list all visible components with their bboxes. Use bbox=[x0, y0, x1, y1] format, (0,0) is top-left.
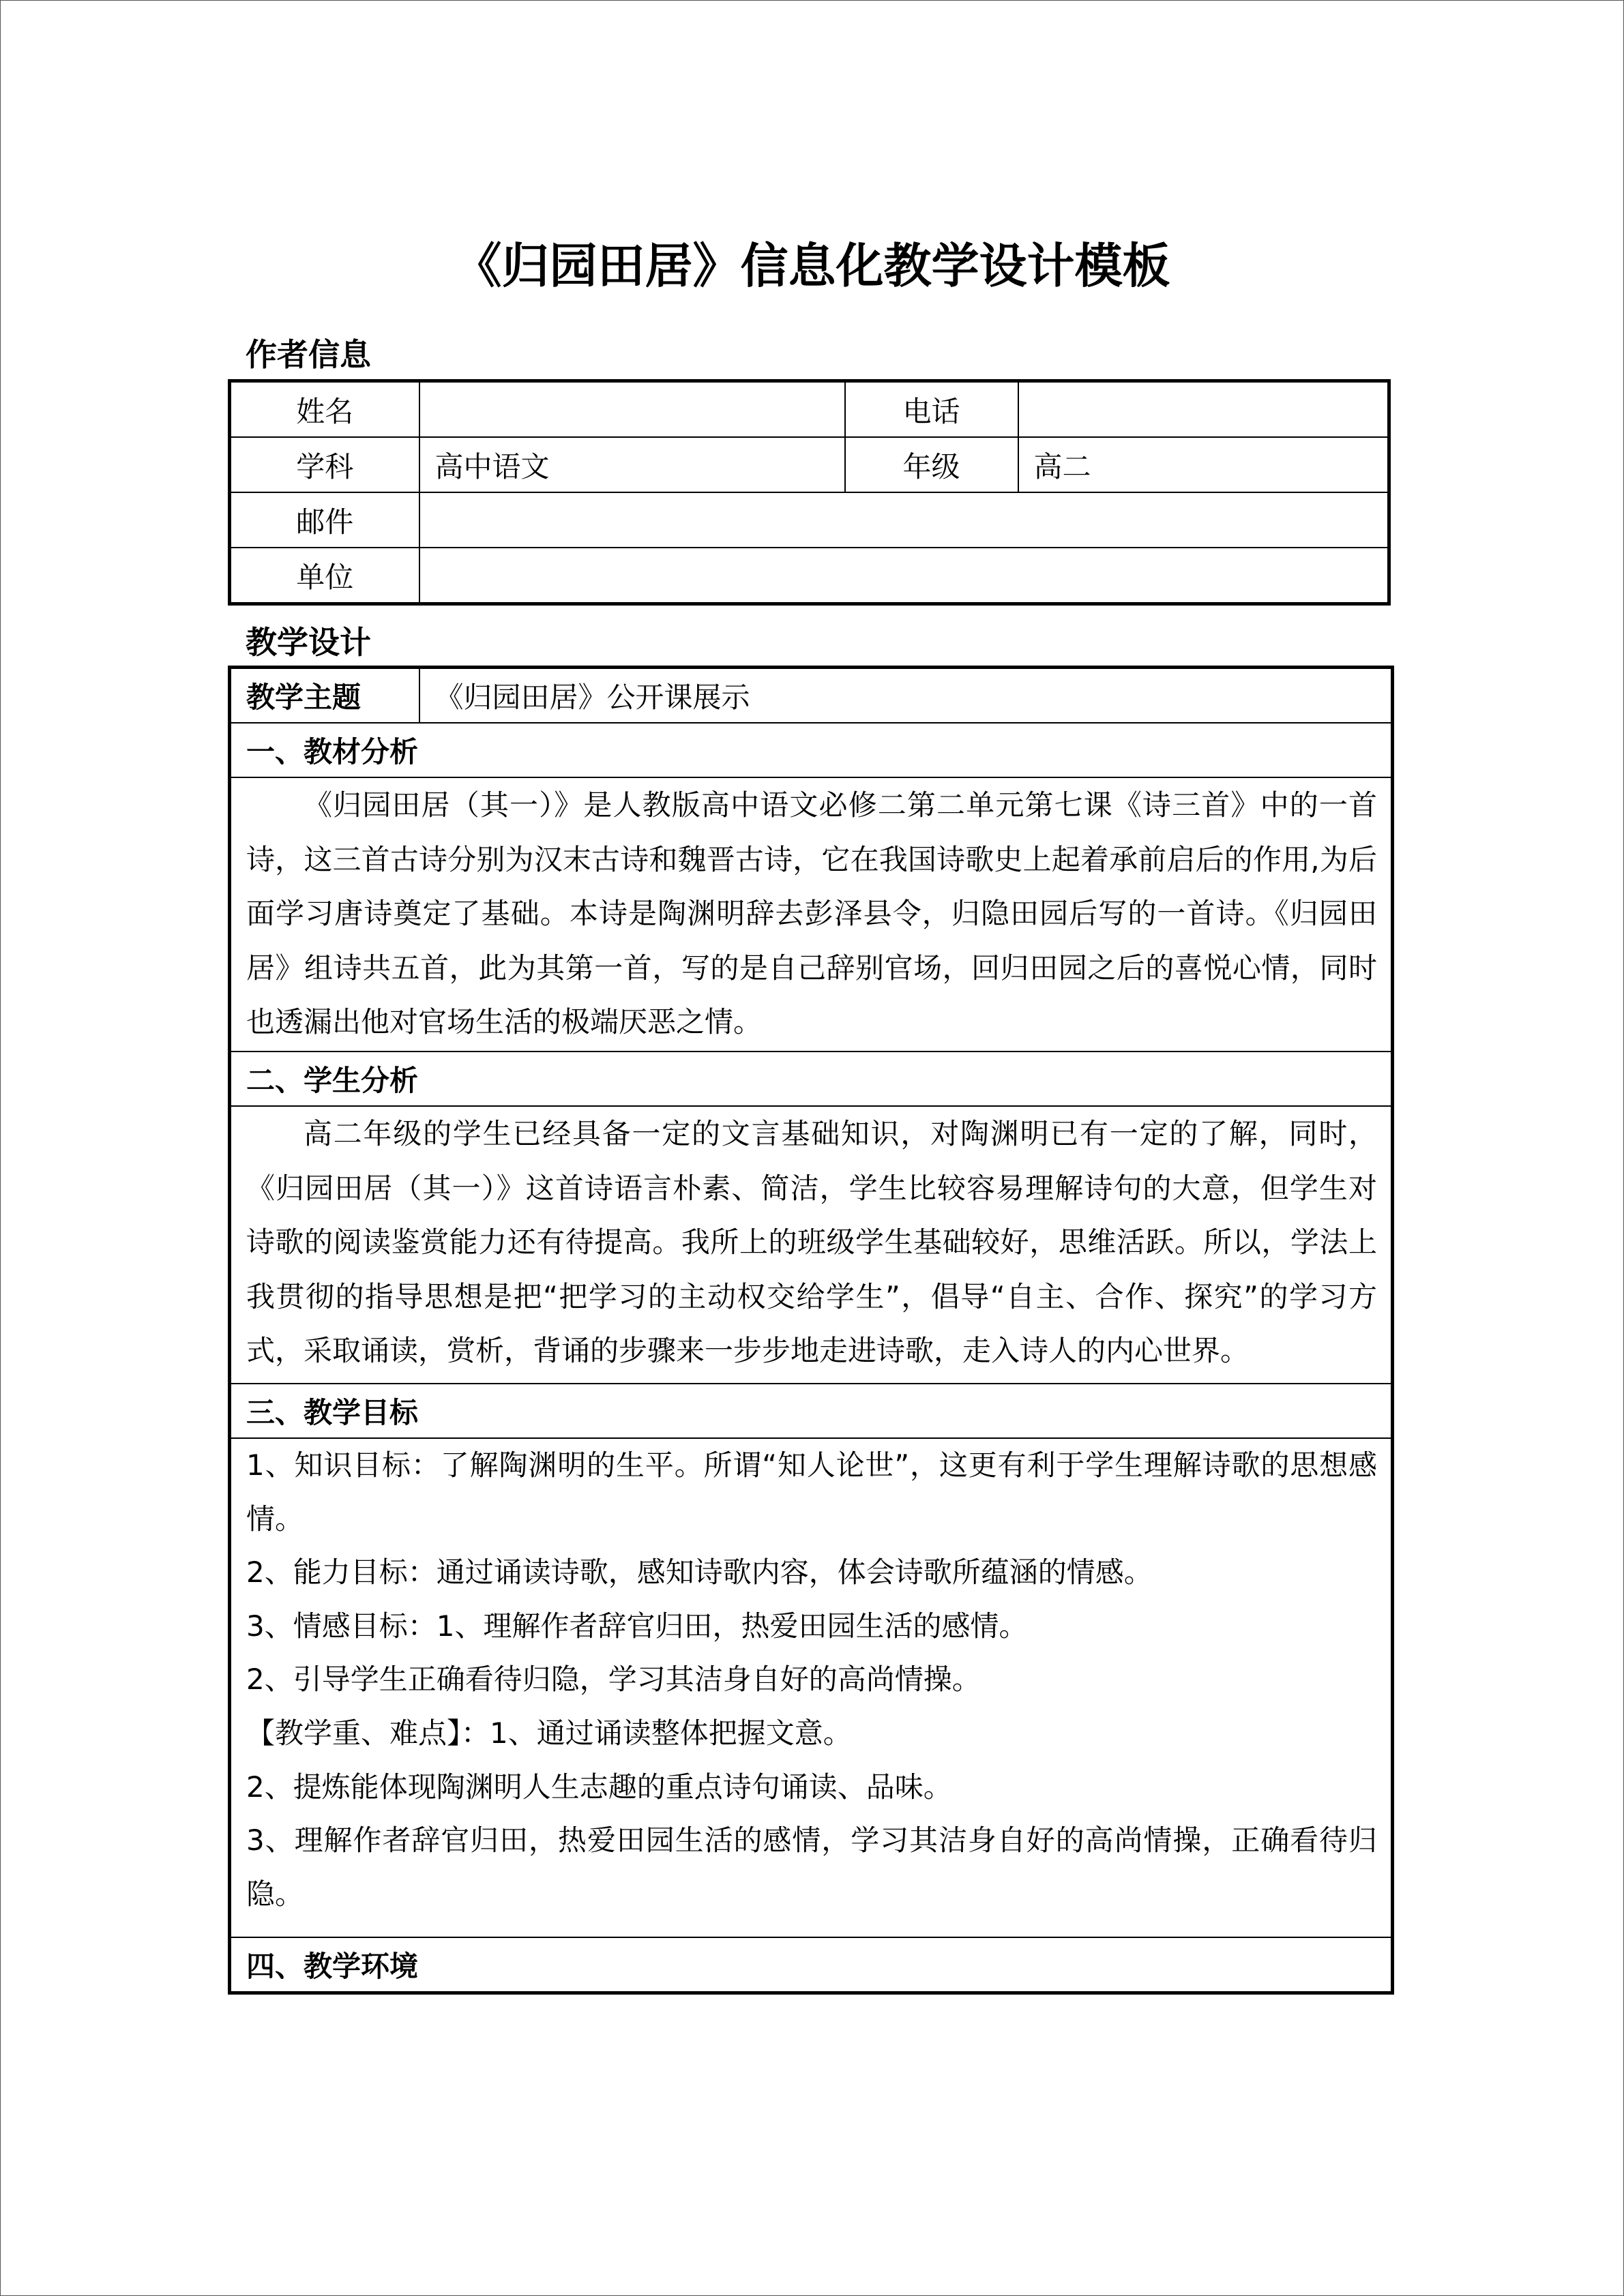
unit-label: 单位 bbox=[230, 548, 419, 604]
author-info-heading: 作者信息 bbox=[246, 336, 371, 373]
goal-line: 3、情感目标：1、理解作者辞官归田，热爱田园生活的感情。 bbox=[246, 1609, 1028, 1643]
email-label: 邮件 bbox=[230, 492, 419, 548]
student-heading-row bbox=[230, 1052, 1393, 1106]
subject-label: 学科 bbox=[230, 437, 419, 492]
goals-text-row bbox=[230, 1438, 1393, 1937]
material-text-row bbox=[230, 777, 1393, 1052]
material-analysis-heading: 一、教材分析 bbox=[230, 723, 1393, 777]
student-analysis-text: 高二年级的学生已经具备一定的文言基础知识，对陶渊明已有一定的了解，同时，《归园田居（其一）》这首诗语言朴素、简洁，学生比较容易理解诗句的大意，但学生对诗歌的阅读鉴赏能力还有待提高。我所上的班级学生基础较好，思维活跃。所以，学法上我贯彻的指导思想是把“把学习的主动权交给学生”，倡导“自主、合作、探究”的学习方式，采取诵读，赏析，背诵的步骤来一步步地走进诗歌，走入诗人的内心世界。 bbox=[246, 1117, 1377, 1368]
topic-row bbox=[230, 668, 1393, 724]
goals-heading-row bbox=[230, 1384, 1393, 1438]
teaching-goals-heading: 三、教学目标 bbox=[230, 1384, 1393, 1438]
goal-line: 2、提炼能体现陶渊明人生志趣的重点诗句诵读、品味。 bbox=[246, 1770, 952, 1804]
unit-field[interactable] bbox=[419, 548, 1389, 604]
material-analysis-cell[interactable] bbox=[230, 777, 1393, 1052]
goal-line: 2、引导学生正确看待归隐，学习其洁身自好的高尚情操。 bbox=[246, 1663, 981, 1697]
email-field[interactable] bbox=[419, 492, 1389, 548]
name-field[interactable] bbox=[419, 381, 845, 438]
environment-heading-row bbox=[230, 1937, 1393, 1993]
subject-field[interactable]: 高中语文 bbox=[419, 437, 845, 492]
goal-line: 3、理解作者辞官归田，热爱田园生活的感情，学习其洁身自好的高尚情操，正确看待归隐。 bbox=[246, 1823, 1377, 1911]
teaching-goals-cell[interactable] bbox=[230, 1438, 1393, 1937]
grade-field[interactable]: 高二 bbox=[1018, 437, 1389, 492]
phone-label: 电话 bbox=[845, 381, 1018, 438]
teaching-design-heading: 教学设计 bbox=[246, 624, 371, 661]
phone-field[interactable] bbox=[1018, 381, 1389, 438]
goal-line: 1、知识目标：了解陶渊明的生平。所谓“知人论世”，这更有利于学生理解诗歌的思想感情。 bbox=[246, 1448, 1377, 1536]
name-label: 姓名 bbox=[230, 381, 419, 438]
goal-line: 【教学重、难点】：1、通过诵读整体把握文意。 bbox=[246, 1716, 852, 1750]
author-row-subject bbox=[230, 437, 1389, 492]
student-analysis-heading: 二、学生分析 bbox=[230, 1052, 1393, 1106]
author-row-name bbox=[230, 381, 1389, 438]
grade-label: 年级 bbox=[845, 437, 1018, 492]
topic-label: 教学主题 bbox=[230, 668, 419, 724]
teaching-environment-heading: 四、教学环境 bbox=[230, 1937, 1393, 1993]
student-analysis-cell[interactable] bbox=[230, 1106, 1393, 1384]
author-row-unit bbox=[230, 548, 1389, 604]
goal-line: 2、能力目标：通过诵读诗歌，感知诗歌内容，体会诗歌所蕴涵的情感。 bbox=[246, 1555, 1153, 1590]
author-row-email bbox=[230, 492, 1389, 548]
author-info-table bbox=[228, 379, 1391, 606]
topic-field[interactable]: 《归园田居》公开课展示 bbox=[419, 668, 1393, 724]
student-text-row bbox=[230, 1106, 1393, 1384]
teaching-design-table bbox=[228, 666, 1394, 1995]
material-analysis-text: 《归园田居（其一）》是人教版高中语文必修二第二单元第七课《诗三首》中的一首诗，这三首古诗分别为汉末古诗和魏晋古诗，它在我国诗歌史上起着承前启后的作用,为后面学习唐诗奠定了基础。本诗是陶渊明辞去彭泽县令，归隐田园后写的一首诗。《归园田居》组诗共五首，此为其第一首，写的是自己辞别官场，回归田园之后的喜悦心情，同时也透漏出他对官场生活的极端厌恶之情。 bbox=[246, 788, 1377, 1039]
material-heading-row bbox=[230, 723, 1393, 777]
document-title: 《归园田居》信息化教学设计模板 bbox=[454, 238, 1170, 294]
